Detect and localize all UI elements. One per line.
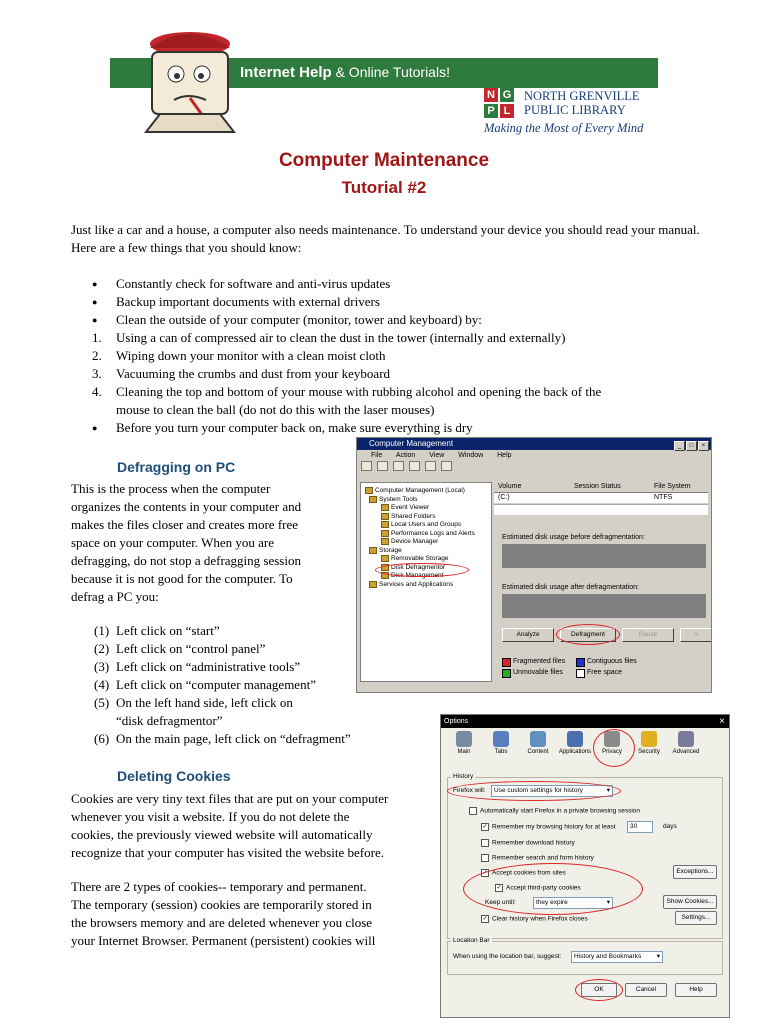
analyze-button[interactable]: Analyze <box>502 628 554 642</box>
tab-security[interactable] <box>632 731 666 755</box>
cm-title-bar <box>357 438 711 450</box>
menu-action[interactable]: Action <box>395 452 416 459</box>
tree-node-label: Storage <box>379 546 402 554</box>
tab-main[interactable] <box>447 731 481 755</box>
show-cookies-button[interactable]: Show Cookies... <box>663 895 717 909</box>
list-item-text: Constantly check for software and anti-virus updates <box>116 276 391 291</box>
folder-icon <box>381 521 389 528</box>
volume-name: (C:) <box>498 494 510 501</box>
list-marker: 4. <box>92 384 102 399</box>
legend-fragmented-swatch <box>502 658 511 667</box>
defrag-step <box>94 712 222 730</box>
chevron-down-icon: ▾ <box>656 953 660 960</box>
tree-node[interactable] <box>381 530 475 537</box>
folder-icon <box>381 530 389 537</box>
minimize-icon[interactable]: _ <box>674 441 685 451</box>
settings-button[interactable]: Settings... <box>675 911 717 925</box>
third-party-option[interactable]: ✓ Accept third-party cookies <box>496 884 581 892</box>
tree-node[interactable] <box>381 504 429 511</box>
folder-icon <box>365 487 373 494</box>
tab-label: Advanced <box>672 749 700 755</box>
legend-unmovable: Unmovable files <box>513 669 563 676</box>
tree-node-label: Services and Applications <box>379 580 454 588</box>
library-name-line2: PUBLIC LIBRARY <box>524 103 626 117</box>
location-group-label: Location Bar <box>453 937 490 944</box>
step-number: (1) <box>94 623 110 638</box>
forward-icon[interactable] <box>377 461 388 471</box>
volume-row[interactable] <box>494 493 708 503</box>
step-text: On the main page, left click on “defragment” <box>116 731 351 746</box>
menu-file[interactable]: File <box>371 452 383 459</box>
tab-label: Main <box>457 749 471 755</box>
defrag-line: space on your computer. When you are <box>71 535 274 550</box>
volume-fs: NTFS <box>654 494 673 501</box>
legend-unmovable-swatch <box>502 669 511 678</box>
tab-label: Security <box>638 749 660 755</box>
defragment-button[interactable]: Defragment <box>560 628 616 642</box>
remember-downloads-checkbox[interactable] <box>481 839 489 847</box>
remember-search-checkbox[interactable] <box>481 854 489 862</box>
defrag-step <box>94 676 316 694</box>
options-title: Options <box>444 718 469 725</box>
list-item-text: mouse to clean the ball (do not do this with the laser mouses) <box>116 402 435 417</box>
cookies-line: recognize that your computer has visited the website before. <box>71 845 384 860</box>
list-marker: ● <box>92 315 98 325</box>
tree-node[interactable] <box>369 581 453 588</box>
history-group-label: History <box>453 773 474 780</box>
step-text: Left click on “administrative tools” <box>116 659 301 674</box>
tree-node[interactable] <box>369 496 418 503</box>
step-number: (2) <box>94 641 110 656</box>
tab-label: Applications <box>558 749 592 755</box>
close-icon[interactable]: × <box>719 716 725 727</box>
keep-until-label: Keep until: <box>485 899 516 906</box>
clear-history-option[interactable]: ✓ Clear history when Firefox closes <box>482 915 588 923</box>
days-input[interactable]: 30 <box>627 821 653 833</box>
cookies-heading: Deleting Cookies <box>117 768 231 784</box>
step-number: (3) <box>94 659 110 674</box>
logo-letter-p: P <box>484 104 498 118</box>
tree-node-label: Removable Storage <box>391 555 449 563</box>
step-number: (5) <box>94 695 110 710</box>
list-item-text: Before you turn your computer back on, make sure everything is dry <box>116 420 473 435</box>
step-text: Left click on “computer management” <box>116 677 316 692</box>
library-logo <box>484 88 664 138</box>
folder-icon <box>369 496 377 503</box>
clear-history-checkbox[interactable]: ✓ <box>482 916 488 922</box>
folder-icon <box>381 538 389 545</box>
third-party-checkbox[interactable]: ✓ <box>496 885 502 891</box>
content-icon <box>530 731 546 747</box>
remember-history-checkbox[interactable]: ✓ <box>482 824 488 830</box>
list-item-text: Using a can of compressed air to clean the dust in the tower (internally and externally) <box>116 330 566 345</box>
tab-advanced[interactable] <box>669 731 703 755</box>
applications-icon <box>567 731 583 747</box>
defrag-line: defragging, do not stop a defragging session <box>71 553 301 568</box>
tab-label: Privacy <box>602 749 622 755</box>
list-marker: 3. <box>92 366 102 381</box>
defrag-line: organizes the contents in your computer and <box>71 499 302 514</box>
tree-node-label: Shared Folders <box>391 512 436 520</box>
lock-icon <box>641 731 657 747</box>
defrag-line: makes the files closer and creates more free <box>71 517 299 532</box>
defrag-line: This is the process when the computer <box>71 481 271 496</box>
private-mode-option[interactable]: Automatically start Firefox in a private browsing session <box>469 807 640 815</box>
cm-right-pane <box>494 482 708 680</box>
defrag-step <box>94 622 220 640</box>
logo-letter-g: G <box>500 88 514 102</box>
tree-node-label: System Tools <box>379 495 418 503</box>
help-icon[interactable] <box>441 461 452 471</box>
list-item-text: Cleaning the top and bottom of your mouse with rubbing alcohol and opening the back of the <box>116 384 602 399</box>
cm-tree-panel <box>360 482 492 682</box>
step-text: Left click on “start” <box>116 623 220 638</box>
step-number: (6) <box>94 731 110 746</box>
days-unit: days <box>663 823 677 830</box>
cookies-line: whenever you visit a website. If you do not delete the <box>71 809 350 824</box>
folder-icon <box>381 555 389 562</box>
step-text: On the left hand side, left click on <box>116 695 293 710</box>
cookies-line: the browsers memory and are deleted whenever you close <box>71 915 373 930</box>
history-mode-select[interactable]: Use custom settings for history ▾ <box>491 785 613 797</box>
logo-letter-l: L <box>500 104 514 118</box>
cm-title: Computer Management <box>369 439 454 448</box>
list-marker: ● <box>92 423 98 433</box>
library-name-line1: NORTH GRENVILLE <box>524 89 640 103</box>
after-label: Estimated disk usage after defragmentation: <box>502 584 639 591</box>
cookies-highlight <box>463 863 643 915</box>
tree-node-label: Device Manager <box>391 538 439 546</box>
location-select[interactable]: History and Bookmarks ▾ <box>571 951 663 963</box>
legend-free-swatch <box>576 669 585 678</box>
tree-node[interactable] <box>369 547 402 554</box>
before-usage-bar <box>502 544 706 568</box>
cookies-line: There are 2 types of cookies-- temporary and permanent. <box>71 879 367 894</box>
cookies-line: cookies, the previously viewed website will automatically <box>71 827 373 842</box>
private-mode-checkbox[interactable] <box>469 807 477 815</box>
legend-fragmented: Fragmented files <box>513 658 566 665</box>
page-title: Computer Maintenance <box>278 150 490 171</box>
chevron-down-icon: ▾ <box>606 787 610 794</box>
tab-content[interactable] <box>521 731 555 755</box>
cookies-line: The temporary (session) cookies are temporarily stored in <box>71 897 372 912</box>
back-icon[interactable] <box>361 461 372 471</box>
folder-icon <box>369 547 377 554</box>
defrag-heading: Defragging on PC <box>117 459 236 475</box>
folder-icon <box>381 513 389 520</box>
chevron-down-icon: ▾ <box>606 899 610 906</box>
before-label: Estimated disk usage before defragmentation: <box>502 534 645 541</box>
tab-label: Content <box>527 749 549 755</box>
list-item-text: Wiping down your monitor with a clean moist cloth <box>116 348 386 363</box>
banner-title: Internet Help & Online Tutorials! <box>240 64 450 81</box>
list-marker: ● <box>92 279 98 289</box>
step-number: (4) <box>94 677 110 692</box>
cm-menu-bar <box>357 450 711 461</box>
menu-view[interactable]: View <box>429 452 445 459</box>
tree-node-label: Disk Defragmentor <box>391 563 446 571</box>
tree-node-label: Computer Management (Local) <box>375 487 465 495</box>
col-file-system[interactable]: File System <box>654 483 691 490</box>
switch-icon <box>456 731 472 747</box>
tab-tabs[interactable] <box>484 731 518 755</box>
location-label: When using the location bar, suggest: <box>453 953 562 960</box>
show-tree-icon[interactable] <box>409 461 420 471</box>
close-icon[interactable]: × <box>698 441 709 451</box>
defrag-step <box>94 730 351 748</box>
col-volume[interactable]: Volume <box>498 483 522 490</box>
folder-icon <box>381 504 389 511</box>
defrag-step <box>94 694 293 712</box>
accept-cookies-option[interactable]: ✓ Accept cookies from sites <box>482 869 566 877</box>
defrag-line: because it is not good for the computer. To <box>71 571 293 586</box>
tree-node-label: Performance Logs and Alerts <box>391 529 475 537</box>
history-mode-highlight <box>447 781 621 801</box>
remember-downloads-option[interactable]: Remember download history <box>481 839 575 847</box>
legend-free: Free space <box>587 669 623 676</box>
tab-applications[interactable] <box>558 731 592 755</box>
pause-button[interactable]: Pause <box>622 628 674 642</box>
tree-node-label: Local Users and Groups <box>391 521 462 529</box>
tree-node[interactable] <box>381 555 448 562</box>
list-marker: 1. <box>92 330 102 345</box>
firefox-will-label: Firefox will: <box>453 787 486 794</box>
page-subtitle: Tutorial #2 <box>341 178 427 197</box>
maximize-icon[interactable]: □ <box>686 441 697 451</box>
accept-cookies-checkbox[interactable]: ✓ <box>482 870 488 876</box>
list-marker: 2. <box>92 348 102 363</box>
defrag-step <box>94 640 265 658</box>
defragment-highlight <box>556 624 620 645</box>
tab-label: Tabs <box>494 749 508 755</box>
computer-management-window <box>356 437 712 693</box>
list-item-text: Clean the outside of your computer (monitor, tower and keyboard) by: <box>116 312 482 327</box>
after-usage-bar <box>502 594 706 618</box>
folder-icon <box>369 581 377 588</box>
list-marker: ● <box>92 297 98 307</box>
ok-button[interactable]: OK <box>581 983 617 997</box>
tree-node[interactable] <box>381 513 435 520</box>
menu-window[interactable]: Window <box>458 452 484 459</box>
stop-button[interactable]: S <box>680 628 712 642</box>
exceptions-button[interactable]: Exceptions... <box>673 865 717 879</box>
list-item-text: Backup important documents with external drivers <box>116 294 380 309</box>
defrag-line: defrag a PC you: <box>71 589 159 604</box>
help-button[interactable]: Help <box>675 983 717 997</box>
cookies-line: Cookies are very tiny text files that are put on your computer <box>71 791 389 806</box>
tree-node[interactable] <box>381 538 438 545</box>
tree-node[interactable] <box>365 487 465 494</box>
tree-node[interactable] <box>381 521 461 528</box>
options-title-bar <box>441 715 729 728</box>
step-text: “disk defragmentor” <box>116 713 223 728</box>
remember-search-option[interactable]: Remember search and form history <box>481 854 594 862</box>
gear-icon <box>678 731 694 747</box>
col-session-status[interactable]: Session Status <box>574 483 621 490</box>
legend-contiguous-swatch <box>576 658 585 667</box>
intro-paragraph: Just like a car and a house, a computer also needs maintenance. To understand your device you should read your manual. Here are a few things that you should know: <box>71 222 700 255</box>
properties-icon[interactable] <box>425 461 436 471</box>
cancel-button[interactable]: Cancel <box>625 983 667 997</box>
library-tagline: Making the Most of Every Mind <box>484 121 644 135</box>
cm-toolbar <box>357 461 711 473</box>
ok-highlight <box>575 979 623 1001</box>
remember-history-option[interactable]: ✓ Remember my browsing history for at least <box>482 823 616 831</box>
tree-node-label: Event Viewer <box>391 504 430 512</box>
disk-defragmentor-highlight <box>375 563 469 580</box>
sick-computer-mascot-icon <box>130 22 250 142</box>
up-folder-icon[interactable] <box>393 461 404 471</box>
options-dialog <box>440 714 730 1018</box>
h-scrollbar[interactable] <box>494 504 708 515</box>
menu-help[interactable]: Help <box>497 452 512 459</box>
cookies-line: your Internet Browser. Permanent (persistent) cookies will <box>71 933 376 948</box>
legend-contiguous: Contiguous files <box>587 658 637 665</box>
tabs-icon <box>493 731 509 747</box>
tree-node-label: Disk Management <box>391 572 444 580</box>
privacy-tab-highlight <box>593 729 635 767</box>
defrag-step <box>94 658 300 676</box>
logo-letter-n: N <box>484 88 498 102</box>
step-text: Left click on “control panel” <box>116 641 266 656</box>
keep-until-select[interactable]: they expire ▾ <box>533 897 613 909</box>
list-item-text: Vacuuming the crumbs and dust from your keyboard <box>116 366 391 381</box>
